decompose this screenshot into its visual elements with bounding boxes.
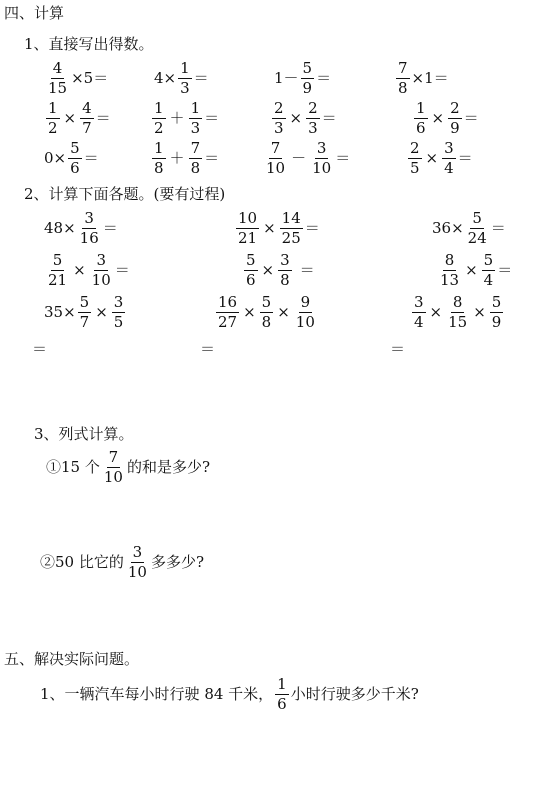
fraction: $\frac{5}{9}$ — [302, 59, 313, 97]
fraction: $\frac{3}{5}$ — [113, 293, 124, 331]
p2-r3-e3: $\frac{3}{4}$ × $\frac{8}{15}$ × $\frac{5}{9}$ — [414, 293, 502, 331]
fraction: $\frac{5}{9}$ — [491, 293, 502, 331]
fraction: $\frac{1}{6}$ — [416, 99, 426, 137]
p1-r1-e1: $\frac{4}{15}$ ×5＝ — [48, 59, 109, 97]
p3-q2: ②50 比它的 $\frac{3}{10}$ 多多少? — [40, 543, 204, 581]
part-1-title: 1、直接写出得数。 — [24, 35, 154, 53]
p1-r1-e4: $\frac{7}{8}$ ×1＝ — [398, 59, 449, 97]
equals-sign: ＝ — [200, 340, 216, 358]
equals-sign: ＝ — [390, 340, 406, 358]
section-5-title: 五、解决实际问题。 — [4, 650, 140, 668]
fraction: $\frac{2}{5}$ — [410, 139, 420, 177]
fraction: $\frac{14}{25}$ — [281, 209, 301, 247]
fraction: $\frac{4}{15}$ — [48, 59, 68, 97]
fraction: $\frac{3}{16}$ — [79, 209, 99, 247]
p3-q1: ①15 个 $\frac{7}{10}$ 的和是多少? — [46, 448, 210, 486]
fraction: $\frac{16}{27}$ — [218, 293, 238, 331]
p1-r2-e2: $\frac{1}{2}$ ＋ $\frac{1}{3}$ ＝ — [154, 99, 220, 137]
fraction: $\frac{3}{10}$ — [91, 251, 111, 289]
fraction: $\frac{7}{10}$ — [103, 448, 123, 486]
fraction: $\frac{9}{10}$ — [295, 293, 315, 331]
p1-r3-e2: $\frac{1}{8}$ ＋ $\frac{7}{8}$ ＝ — [154, 139, 220, 177]
fraction: $\frac{5}{21}$ — [48, 251, 68, 289]
fraction: $\frac{8}{15}$ — [448, 293, 468, 331]
p2-r2-e2: $\frac{5}{6}$ × $\frac{3}{8}$ ＝ — [246, 251, 315, 289]
p1-r3-e1: 0× $\frac{5}{6}$ ＝ — [44, 139, 99, 177]
p2-r3-e1: 35× $\frac{5}{7}$ × $\frac{3}{5}$ — [44, 293, 124, 331]
fraction: $\frac{2}{3}$ — [274, 99, 284, 137]
fraction: $\frac{3}{10}$ — [312, 139, 332, 177]
equals-sign: ＝ — [32, 340, 48, 358]
p1-r1-e3: 1－ $\frac{5}{9}$ ＝ — [274, 59, 332, 97]
fraction: $\frac{4}{7}$ — [82, 99, 92, 137]
p1-r3-e3: $\frac{7}{10}$ － $\frac{3}{10}$ ＝ — [266, 139, 351, 177]
p2-r2-e3: $\frac{8}{13}$ × $\frac{5}{4}$ ＝ — [440, 251, 513, 289]
fraction: $\frac{1}{6}$ — [277, 675, 287, 713]
fraction: $\frac{7}{8}$ — [190, 139, 201, 177]
p2-r2-e1: $\frac{5}{21}$ × $\frac{3}{10}$ ＝ — [48, 251, 130, 289]
fraction: $\frac{10}{21}$ — [238, 209, 258, 247]
fraction: $\frac{5}{7}$ — [79, 293, 90, 331]
p2-r1-e3: 36× $\frac{5}{24}$ ＝ — [432, 209, 506, 247]
part-2-title: 2、计算下面各题。(要有过程) — [24, 185, 226, 203]
fraction: $\frac{3}{4}$ — [414, 293, 424, 331]
fraction: $\frac{7}{8}$ — [398, 59, 408, 97]
fraction: $\frac{1}{8}$ — [154, 139, 164, 177]
fraction: $\frac{5}{24}$ — [467, 209, 487, 247]
s5-q1: 1、一辆汽车每小时行驶 84 千米， $\frac{1}{6}$ 小时行驶多少千米? — [40, 675, 419, 713]
p2-r1-e2: $\frac{10}{21}$ × $\frac{14}{25}$ ＝ — [238, 209, 320, 247]
p1-r1-e2: 4× $\frac{1}{3}$ ＝ — [154, 59, 209, 97]
p1-r2-e4: $\frac{1}{6}$ × $\frac{2}{9}$ ＝ — [416, 99, 479, 137]
fraction: $\frac{2}{9}$ — [450, 99, 460, 137]
fraction: $\frac{1}{3}$ — [190, 99, 201, 137]
p1-r3-e4: $\frac{2}{5}$ × $\frac{3}{4}$ ＝ — [410, 139, 473, 177]
fraction: $\frac{5}{8}$ — [261, 293, 272, 331]
fraction: $\frac{3}{4}$ — [444, 139, 454, 177]
fraction: $\frac{7}{10}$ — [266, 139, 286, 177]
part-3-title: 3、列式计算。 — [34, 425, 134, 443]
fraction: $\frac{5}{6}$ — [70, 139, 80, 177]
p2-r1-e1: 48× $\frac{3}{16}$ ＝ — [44, 209, 118, 247]
fraction: $\frac{1}{2}$ — [48, 99, 58, 137]
fraction: $\frac{2}{3}$ — [308, 99, 318, 137]
fraction: $\frac{1}{3}$ — [180, 59, 190, 97]
section-4-title: 四、计算 — [4, 4, 65, 22]
fraction: $\frac{5}{4}$ — [483, 251, 494, 289]
fraction: $\frac{1}{2}$ — [154, 99, 164, 137]
p1-r2-e1: $\frac{1}{2}$ × $\frac{4}{7}$ ＝ — [48, 99, 111, 137]
fraction: $\frac{3}{8}$ — [280, 251, 290, 289]
p2-r3-e2: $\frac{16}{27}$ × $\frac{5}{8}$ × $\frac{9}{10}$ — [218, 293, 315, 331]
fraction: $\frac{3}{10}$ — [127, 543, 147, 581]
p1-r2-e3: $\frac{2}{3}$ × $\frac{2}{3}$ ＝ — [274, 99, 337, 137]
fraction: $\frac{5}{6}$ — [246, 251, 256, 289]
fraction: $\frac{8}{13}$ — [440, 251, 460, 289]
